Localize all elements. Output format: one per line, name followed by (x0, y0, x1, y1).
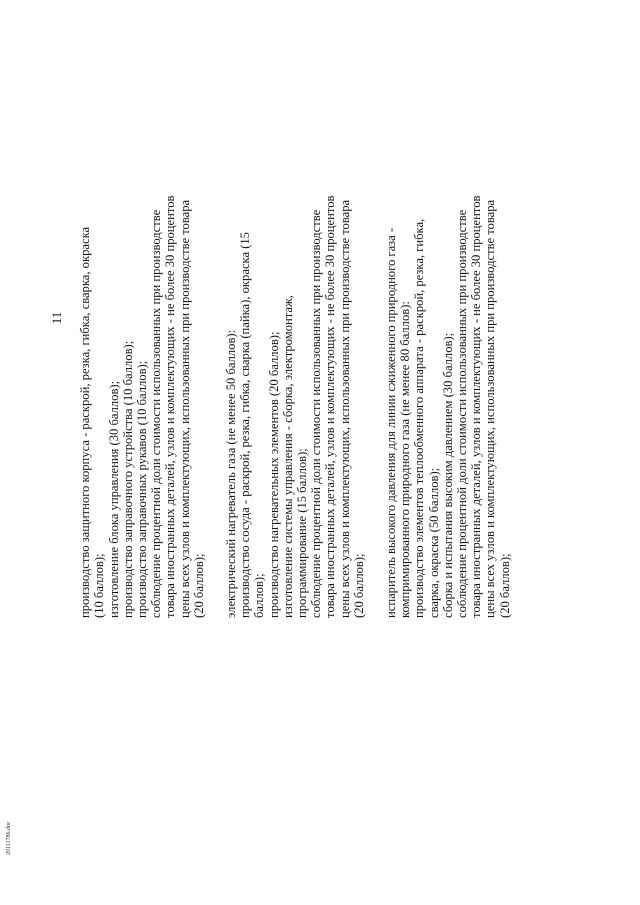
text-line: производство защитного корпуса - раскрой, резка, гибка, сварка, окраска (78, 226, 93, 618)
text-line: (20 баллов); (497, 553, 512, 618)
text-line: электрический нагреватель газа (не менее 50 баллов): (224, 329, 239, 618)
text-line: программирование (15 баллов); (295, 448, 310, 618)
text-line: цены всех узлов и комплектующих, использованных при производстве товара (337, 199, 352, 618)
text-line: изготовление системы управления - сборка, электромонтаж, (280, 295, 295, 618)
text-line: производство элементов теплообменного аппарата - раскрой, резка, гибка, (412, 218, 427, 618)
text-line: изготовление блока управления (30 баллов); (106, 380, 121, 618)
text-line: производство сосуда - раскрой, резка, гибка, сварка (пайка), окраска (15 (238, 232, 253, 618)
block-electric-gas-heater (224, 18, 366, 618)
text-line: товара иностранных деталей, узлов и комплектующих - не более 30 процентов (323, 195, 338, 618)
text-line: испаритель высокого давления для линии сжиженного природного газа - (384, 227, 399, 618)
text-line: производство нагревательных элементов (20 баллов); (266, 331, 281, 618)
text-line: (10 баллов); (92, 553, 107, 618)
text-line: сварка, окраска (50 баллов); (426, 467, 441, 618)
block-protective-housing (78, 18, 206, 618)
footer-filename: 20111786.doc (6, 821, 12, 855)
text-line: баллов); (252, 573, 267, 618)
text-line: производство заправочных рукавов (10 баллов); (135, 360, 150, 618)
text-line: цены всех узлов и комплектующих, использованных при производстве товара (483, 199, 498, 618)
rotated-content (50, 18, 590, 618)
text-line: товара иностранных деталей, узлов и комплектующих - не более 30 процентов (469, 195, 484, 618)
page-number: 11 (49, 311, 64, 325)
text-line: соблюдение процентной доли стоимости использованных при производстве (455, 209, 470, 618)
text-line: сборка и испытания высоким давлением (30 баллов); (440, 332, 455, 618)
text-line: соблюдение процентной доли стоимости использованных при производстве (309, 209, 324, 618)
text-line: (20 баллов); (351, 553, 366, 618)
text-line: производство заправочного устройства (10 баллов); (120, 340, 135, 618)
block-high-pressure-evaporator (384, 18, 512, 618)
text-line: компримированного природного газа (не менее 80 баллов): (398, 301, 413, 618)
text-line: товара иностранных деталей, узлов и комплектующих - не более 30 процентов (163, 195, 178, 618)
text-line: (20 баллов); (191, 553, 206, 618)
text-line: соблюдение процентной доли стоимости использованных при производстве (149, 209, 164, 618)
text-line: цены всех узлов и комплектующих, использованных при производстве товара (177, 199, 192, 618)
